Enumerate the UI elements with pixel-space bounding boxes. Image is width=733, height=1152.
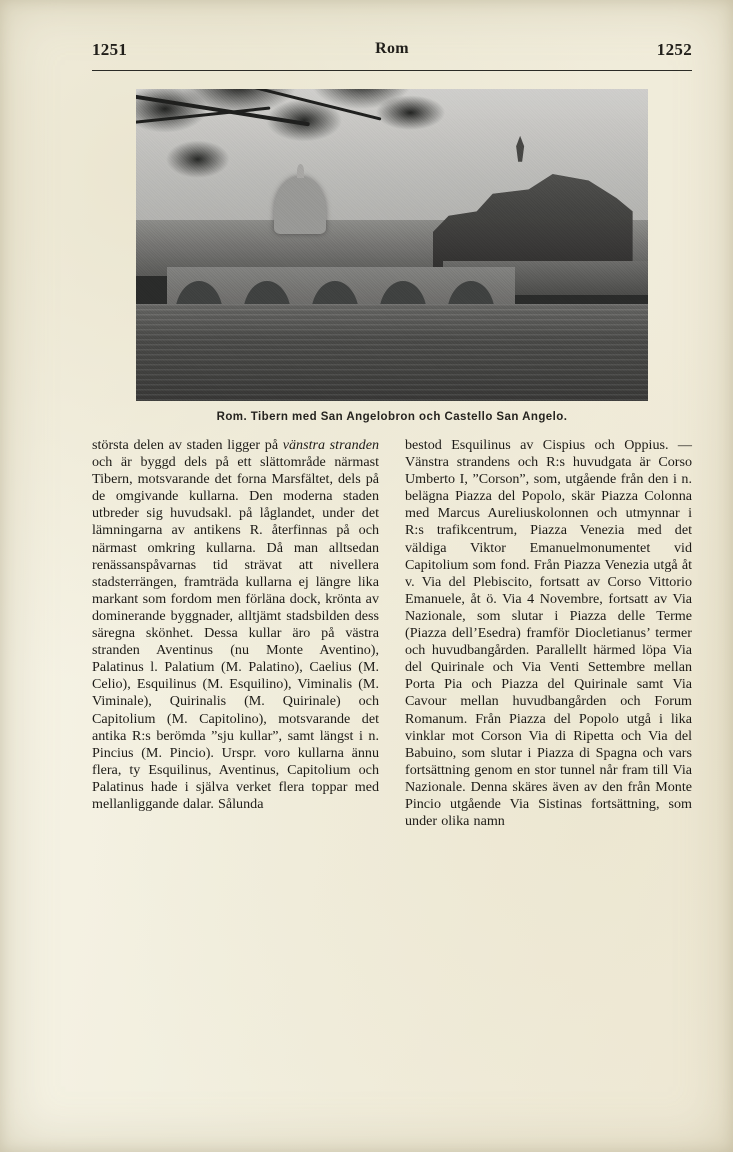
column-left <box>92 437 379 830</box>
folio-right: 1252 <box>656 40 692 59</box>
figure <box>92 89 692 423</box>
text-columns <box>92 437 692 830</box>
page-content <box>92 40 692 830</box>
body-text-right: bestod Esquilinus av Cispius och Oppius. — Vänstra strandens och R:s huvudgata är Corso Umberto I, ”Corson”, som, utgående från den i n. belägna Piazza del Popolo, skär Piazza Colonna med Marcus Aureliuskolonnen och utmynnar i R:s trafikcentrum, Piazza Venezia med det väldiga Viktor Emanuelmonumentet vid Capitolium som fond. Från Piazza Venezia utgå åt v. Via del Plebiscito, fortsatt av Corso Vittorio Emanuele, åt ö. Via 4 Novembre, fortsatt av Via Nazionale, som slutar i Piazza delle Terme (Piazza dell’Esedra) framför Diocletianus’ termer och huvudbangården. Parallellt härmed löpa Via del Quirinale och Via Venti Settembre mellan Porta Pia och Piazza del Quirinale samt Via Cavour mellan huvudbangården och Forum Romanum. Från Piazza del Popolo utgå i lika vinklar mot Corson Via di Ripetta och Via del Babuino, som slutar i Piazza di Spagna och vars fortsättning genom en stor tunnel når fram till Via Nazionale. Denna skäres även av den från Monte Pincio utgående Via Sistinas fortsättning, som under olika namn <box>405 437 692 830</box>
running-head <box>92 40 692 71</box>
photograph-rome-tiber <box>136 89 648 401</box>
page-title: Rom <box>375 40 409 57</box>
photo-grain-overlay <box>136 89 648 401</box>
folio-left: 1251 <box>92 40 128 59</box>
body-text-left: största delen av staden ligger på vänstra stranden och är byggd dels på ett slättområde närmast Tibern, motsvarande det forna Marsfältet, dels på de omgivande kullarna. Den moderna staden utbreder sig huvudsakl. på låglandet, under det lämningarna av antikens R. återfinnas på och närmast omkring kullarna. Då man alltsedan renässanspåvarnas tid strävat att nivellera stadsterrängen, framträda kullarna ej längre lika markant som fordom men förläna dock, krönta av dominerande byggnader, alltjämt stadsbilden dess säregna skönhet. Dessa kullar äro på västra stranden Aventinus (nu Monte Aventino), Palatinus l. Palatium (M. Palatino), Caelius (M. Celio), Esquilinus (M. Esquilino), Viminalis (M. Viminale), Quirinalis (M. Quirinale) och Capitolium (M. Capitolino), motsvarande det antika R:s berömda ”sju kullar”, samt längst i n. Pincius (M. Pincio). Urspr. voro kullarna ännu flera, ty Esquilinus, Aventinus, Capitolium och Palatinus hade i själva verket flera toppar med mellanliggande dalar. Sålunda <box>92 437 379 812</box>
column-right <box>405 437 692 830</box>
figure-caption: Rom. Tibern med San Angelobron och Castello San Angelo. <box>216 411 568 423</box>
